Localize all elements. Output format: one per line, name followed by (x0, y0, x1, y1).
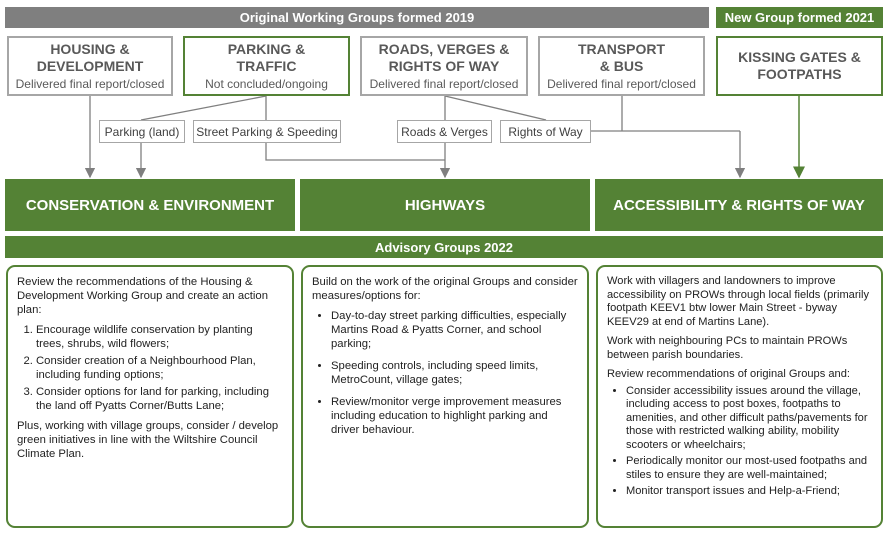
panel-intro: Review the recommendations of the Housing & Development Working Group and create an action plan: (17, 276, 268, 316)
list-item: • Review/monitor verge improvement measures including education to highlight parking and driver behaviour. (331, 395, 578, 437)
working-group-title: PARKING & TRAFFIC (227, 41, 306, 74)
sub-item-street-parking: Street Parking & Speeding (193, 120, 341, 143)
working-group-title: HOUSING & DEVELOPMENT (36, 41, 144, 74)
panel-list (17, 323, 283, 413)
panel-paragraph: Review recommendations of original Groups and: (607, 368, 850, 380)
working-group-parking (183, 36, 350, 96)
panel-outro: Plus, working with village groups, consider / develop green initiatives in line with the Wiltshire Council Climate Plan. (17, 420, 279, 460)
list-item: • Periodically monitor our most-used footpaths and stiles to ensure they are well-maintained; (626, 455, 872, 482)
list-item: • Speeding controls, including speed limits, MetroCount, village gates; (331, 359, 578, 387)
working-group-roads (360, 36, 528, 96)
panel-highways (301, 265, 589, 528)
category-highways: HIGHWAYS (300, 179, 590, 231)
advisory-groups-header: Advisory Groups 2022 (5, 236, 883, 258)
working-group-status: Delivered final report/closed (369, 77, 519, 91)
panel-intro: Build on the work of the original Groups and consider measures/options for: (312, 276, 578, 302)
new-group-header: New Group formed 2021 (716, 7, 883, 28)
panel-accessibility (596, 265, 883, 528)
working-group-status: Delivered final report/closed (15, 77, 165, 91)
working-group-title: TRANSPORT & BUS (577, 41, 666, 74)
panel-list (312, 309, 578, 437)
list-item: • Day-to-day street parking difficulties, especially Martins Road & Pyatts Corner, and school parking; (331, 309, 578, 351)
list-item: 1. Encourage wildlife conservation by planting trees, shrubs, wild flowers; (36, 323, 283, 351)
panel-intro: Work with villagers and landowners to improve accessibility on PROWs through local fields (primarily footpath KEEV1 btw lower Main Street - byway KEEV29 at end of Martins Lane). (607, 275, 870, 328)
working-group-title: ROADS, VERGES & RIGHTS OF WAY (378, 41, 510, 74)
panel-paragraph: Work with neighbouring PCs to maintain PROWs between parish boundaries. (607, 335, 848, 361)
panel-conservation (6, 265, 294, 528)
working-group-housing (7, 36, 173, 96)
original-groups-header: Original Working Groups formed 2019 (5, 7, 709, 28)
list-item: • Consider accessibility issues around the village, including access to post boxes, footpaths to amenities, and other difficult paths/pavements for those with restricted walking ability, mobility scooters or wheelchairs; (626, 385, 872, 453)
category-conservation: CONSERVATION & ENVIRONMENT (5, 179, 295, 231)
list-item: • Monitor transport issues and Help-a-Friend; (626, 485, 872, 499)
list-item: 3. Consider options for land for parking, including the land off Pyatts Corner/Butts Lane; (36, 385, 283, 413)
sub-item-rights-of-way: Rights of Way (500, 120, 591, 143)
working-group-transport (538, 36, 705, 96)
sub-item-parking-land: Parking (land) (99, 120, 185, 143)
working-group-kissing-gates (716, 36, 883, 96)
working-group-title: KISSING GATES & FOOTPATHS (738, 49, 861, 82)
list-item: 2. Consider creation of a Neighbourhood Plan, including funding options; (36, 354, 283, 382)
panel-list (607, 385, 872, 499)
working-group-status: Delivered final report/closed (547, 77, 696, 91)
sub-item-roads-verges: Roads & Verges (397, 120, 492, 143)
category-accessibility: ACCESSIBILITY & RIGHTS OF WAY (595, 179, 883, 231)
working-group-status: Not concluded/ongoing (205, 77, 328, 91)
